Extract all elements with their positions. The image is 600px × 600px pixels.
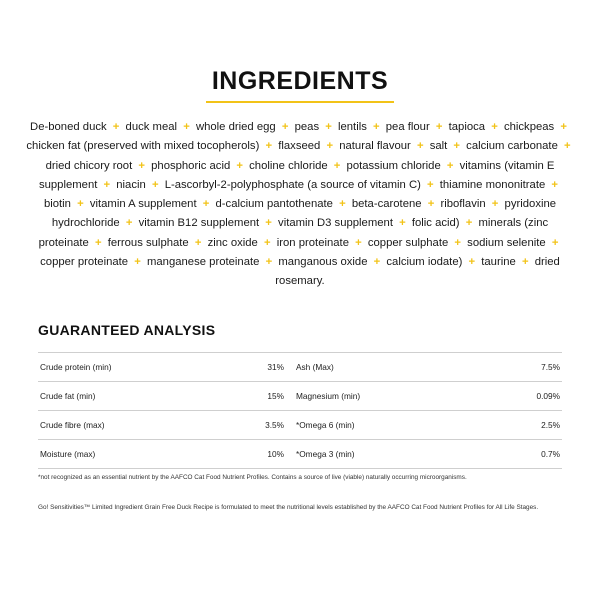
ingredient-item: copper sulphate: [367, 236, 449, 249]
ingredient-item: sodium selenite: [467, 236, 546, 249]
plus-separator-icon: +: [265, 140, 273, 153]
ingredient-item: biotin: [43, 198, 71, 211]
plus-separator-icon: +: [453, 140, 461, 153]
ingredient-item: dried chicory root: [45, 159, 133, 172]
ingredient-item: vitamin D3 supplement: [278, 217, 393, 230]
nutrient-value: 10%: [267, 449, 284, 459]
plus-separator-icon: +: [265, 256, 273, 269]
plus-separator-icon: +: [551, 236, 559, 249]
plus-separator-icon: +: [138, 159, 145, 172]
ingredient-item: choline chloride: [249, 159, 328, 172]
plus-separator-icon: +: [355, 236, 362, 249]
ingredient-item: potassium chloride: [346, 159, 441, 172]
plus-separator-icon: +: [264, 236, 271, 249]
nutrient-name: *Omega 3 (min): [296, 449, 355, 459]
table-row: [38, 353, 562, 382]
ingredient-item: vitamins (vitamin E supplement: [38, 159, 555, 191]
ingredient-item: beta-carotene: [351, 198, 422, 211]
ingredient-item: niacin: [116, 178, 146, 191]
ingredient-item: lentils: [337, 121, 367, 133]
nutrient-value: 7.5%: [541, 362, 560, 372]
title-underline: [206, 101, 394, 103]
plus-separator-icon: +: [465, 217, 473, 230]
plus-separator-icon: +: [77, 198, 84, 211]
table-row: [38, 411, 562, 440]
plus-separator-icon: +: [427, 198, 435, 211]
page-title: INGREDIENTS: [211, 67, 389, 95]
plus-separator-icon: +: [281, 121, 289, 133]
nutrient-value: 31%: [267, 362, 284, 372]
plus-separator-icon: +: [521, 256, 529, 269]
ingredient-item: salt: [429, 140, 448, 153]
ingredient-item: vitamin A supplement: [89, 198, 197, 211]
nutrient-value: 15%: [267, 391, 284, 401]
ingredient-item: folic acid): [411, 217, 460, 230]
plus-separator-icon: +: [435, 121, 443, 133]
ingredient-item: peas: [294, 121, 320, 133]
ingredient-item: calcium carbonate: [466, 140, 558, 153]
ingredient-item: thiamine mononitrate: [439, 178, 546, 191]
formulation-statement: Go! Sensitivities™ Limited Ingredient Grain Free Duck Recipe is formulated to meet the nutritional levels established by the AAFCO Cat Food Nutrient Profiles for All Life Stages.: [38, 504, 539, 511]
plus-separator-icon: +: [151, 178, 159, 191]
nutrient-name: Moisture (max): [40, 449, 96, 459]
plus-separator-icon: +: [373, 256, 381, 269]
nutrient-name: Magnesium (min): [296, 391, 361, 401]
ingredient-item: ferrous sulphate: [107, 236, 189, 249]
plus-separator-icon: +: [491, 198, 499, 211]
nutrient-name: Crude protein (min): [40, 362, 112, 372]
plus-separator-icon: +: [202, 198, 210, 211]
nutrient-value: 2.5%: [541, 420, 560, 430]
plus-separator-icon: +: [339, 198, 346, 211]
plus-separator-icon: +: [265, 217, 272, 230]
plus-separator-icon: +: [103, 178, 111, 191]
plus-separator-icon: +: [94, 236, 102, 249]
plus-separator-icon: +: [125, 217, 133, 230]
plus-separator-icon: +: [416, 140, 424, 153]
plus-separator-icon: +: [112, 121, 120, 133]
nutrient-name: *Omega 6 (min): [296, 420, 355, 430]
ingredient-item: De-boned duck: [30, 121, 107, 133]
ingredient-item: L-ascorbyl-2-polyphosphate (a source of vitamin C): [164, 178, 421, 191]
ingredient-item: pyridoxine hydrochloride: [51, 198, 557, 230]
nutrient-value: 0.7%: [541, 449, 560, 459]
plus-separator-icon: +: [446, 159, 454, 172]
ingredient-item: d-calcium pantothenate: [215, 198, 333, 211]
plus-separator-icon: +: [551, 178, 559, 191]
ingredient-item: manganous oxide: [278, 256, 368, 269]
plus-separator-icon: +: [236, 159, 244, 172]
aafco-footnote: *not recognized as an essential nutrient by the AAFCO Cat Food Nutrient Profiles. Contains a source of live (viable) naturally occurring microorganisms.: [38, 474, 467, 481]
nutrient-name: Crude fibre (max): [40, 420, 105, 430]
plus-separator-icon: +: [326, 140, 334, 153]
plus-separator-icon: +: [564, 140, 571, 153]
ingredient-item: tapioca: [448, 121, 486, 133]
ingredient-item: iron proteinate: [276, 236, 349, 249]
ingredient-item: flaxseed: [278, 140, 321, 153]
plus-separator-icon: +: [134, 256, 141, 269]
ingredient-item: chickpeas: [503, 121, 555, 133]
ingredient-item: chicken fat (preserved with mixed tocopherols): [26, 140, 260, 153]
table-row: [38, 382, 562, 411]
ingredient-item: duck meal: [125, 121, 178, 133]
ingredient-item: copper proteinate: [40, 256, 129, 269]
plus-separator-icon: +: [454, 236, 462, 249]
ingredient-item: minerals (zinc proteinate: [38, 217, 549, 249]
ingredient-item: vitamin B12 supplement: [138, 217, 260, 230]
ingredient-item: riboflavin: [440, 198, 486, 211]
plus-separator-icon: +: [399, 217, 406, 230]
plus-separator-icon: +: [183, 121, 190, 133]
plus-separator-icon: +: [491, 121, 498, 133]
plus-separator-icon: +: [194, 236, 202, 249]
ingredient-item: phosphoric acid: [151, 159, 231, 172]
nutrient-name: Ash (Max): [296, 362, 334, 372]
ingredient-item: dried rosemary.: [275, 256, 560, 288]
ingredient-item: natural flavour: [339, 140, 411, 153]
plus-separator-icon: +: [427, 178, 434, 191]
nutrient-value: 3.5%: [265, 420, 284, 430]
ingredient-item: calcium iodate): [386, 256, 463, 269]
nutrient-value: 0.09%: [536, 391, 560, 401]
plus-separator-icon: +: [373, 121, 380, 133]
plus-separator-icon: +: [468, 256, 476, 269]
ingredient-item: manganese proteinate: [146, 256, 260, 269]
ingredient-item: whole dried egg: [195, 121, 276, 133]
ingredient-item: zinc oxide: [207, 236, 258, 249]
plus-separator-icon: +: [325, 121, 332, 133]
guaranteed-analysis-table: [38, 352, 562, 469]
table-row: [38, 440, 562, 469]
plus-separator-icon: +: [560, 121, 567, 133]
ingredient-item: pea flour: [385, 121, 430, 133]
ingredients-list: [26, 118, 574, 292]
plus-separator-icon: +: [333, 159, 341, 172]
ingredient-item: taurine: [481, 256, 516, 269]
nutrient-name: Crude fat (min): [40, 391, 96, 401]
guaranteed-analysis-title: GUARANTEED ANALYSIS: [38, 322, 216, 338]
